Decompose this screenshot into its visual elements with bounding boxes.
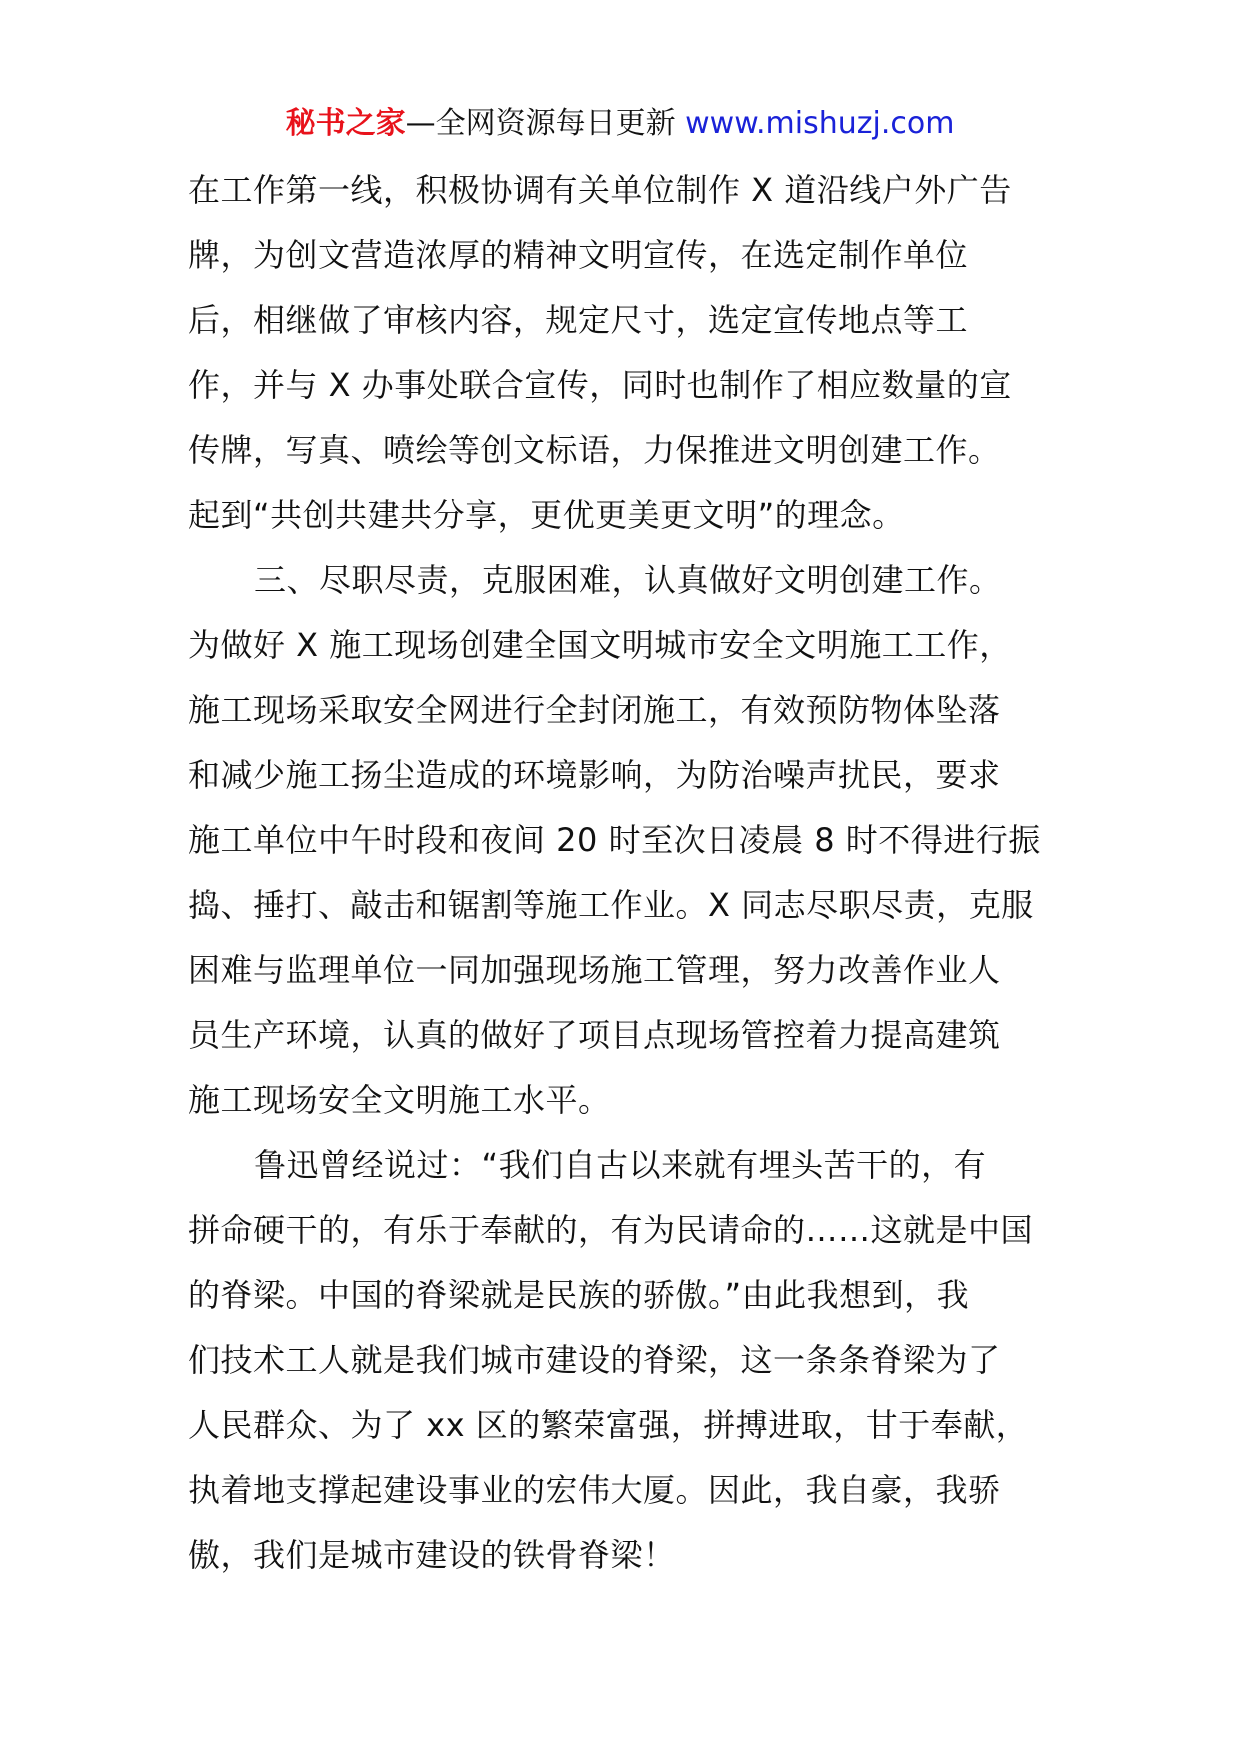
text-line: 施工现场采取安全网进行全封闭施工，有效预防物体坠落 <box>188 691 1001 729</box>
text-line: 困难与监理单位一同加强现场施工管理，努力改善作业人 <box>188 951 1001 989</box>
text-line: 傲，我们是城市建设的铁骨脊梁！ <box>188 1536 676 1574</box>
text-line: 后，相继做了审核内容，规定尺寸，选定宣传地点等工 <box>188 301 969 339</box>
text-line: 为做好 X 施工现场创建全国文明城市安全文明施工工作， <box>188 626 1012 664</box>
text-line: 施工现场安全文明施工水平。 <box>188 1081 611 1119</box>
paragraph-2 <box>188 548 1058 1133</box>
header-slogan: —全网资源每日更新 <box>405 106 686 141</box>
text-line: 施工单位中午时段和夜间 20 时至次日凌晨 8 时不得进行振 <box>188 821 1041 859</box>
text-line: 鲁迅曾经说过：“我们自古以来就有埋头苦干的，有 <box>254 1146 987 1184</box>
text-line: 在工作第一线，积极协调有关单位制作 X 道沿线户外广告 <box>188 171 1012 209</box>
text-line: 拼命硬干的，有乐于奉献的，有为民请命的……这就是中国 <box>188 1211 1034 1249</box>
section-heading-line: 三、尽职尽责，克服困难，认真做好文明创建工作。 <box>254 561 1002 599</box>
text-line: 捣、捶打、敲击和锯割等施工作业。X 同志尽职尽责，克服 <box>188 886 1034 924</box>
page-header <box>0 104 1240 144</box>
text-line: 员生产环境，认真的做好了项目点现场管控着力提高建筑 <box>188 1016 1001 1054</box>
header-url-link[interactable]: www.mishuzj.com <box>685 106 955 141</box>
text-line: 执着地支撑起建设事业的宏伟大厦。因此，我自豪，我骄 <box>188 1471 1001 1509</box>
paragraph-1 <box>188 158 1058 548</box>
document-body <box>188 158 1058 1588</box>
text-line: 和减少施工扬尘造成的环境影响，为防治噪声扰民，要求 <box>188 756 1001 794</box>
text-line: 作，并与 X 办事处联合宣传，同时也制作了相应数量的宣 <box>188 366 1012 404</box>
text-line: 传牌，写真、喷绘等创文标语，力保推进文明创建工作。 <box>188 431 1001 469</box>
header-brand: 秘书之家 <box>285 106 406 141</box>
text-line: 的脊梁。中国的脊梁就是民族的骄傲。”由此我想到，我 <box>188 1276 970 1314</box>
text-line: 牌，为创文营造浓厚的精神文明宣传，在选定制作单位 <box>188 236 969 274</box>
text-line: 们技术工人就是我们城市建设的脊梁，这一条条脊梁为了 <box>188 1341 1001 1379</box>
text-line: 起到“共创共建共分享，更优更美更文明”的理念。 <box>188 496 905 534</box>
paragraph-3 <box>188 1133 1058 1588</box>
text-line: 人民群众、为了 xx 区的繁荣富强，拼搏进取，甘于奉献， <box>188 1406 1029 1444</box>
